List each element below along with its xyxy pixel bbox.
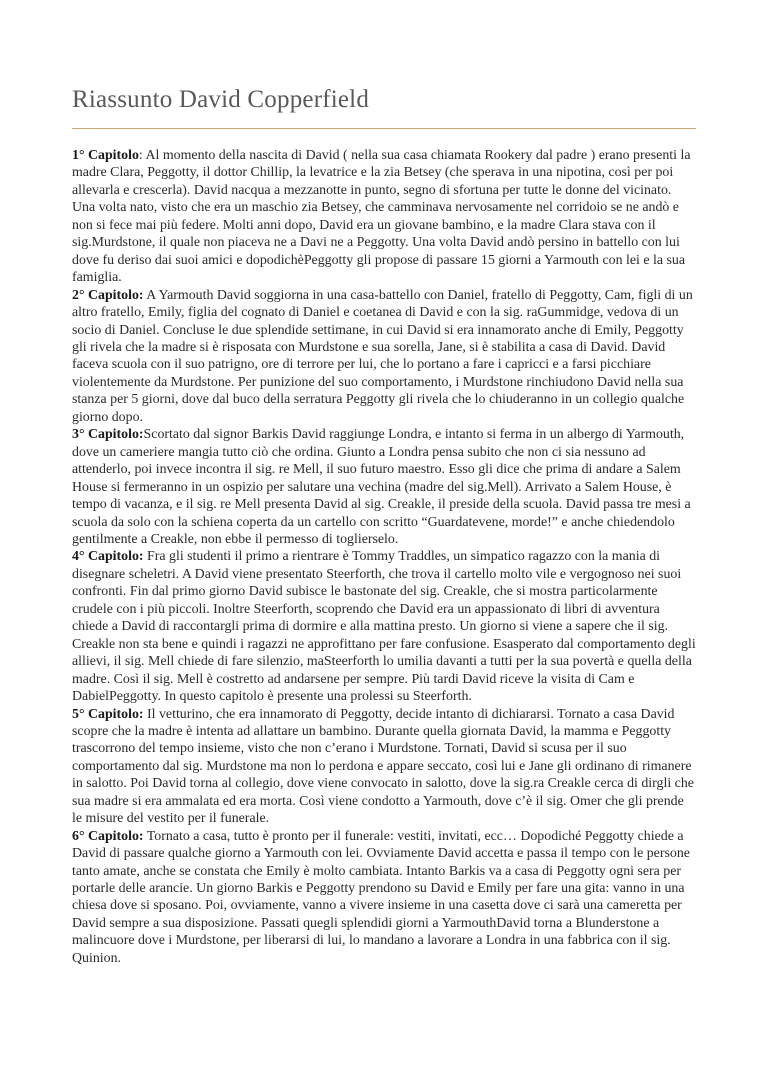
chapter-text: Il vetturino, che era innamorato di Peggotty, decide intanto di dichiararsi. Tornato a casa David scopre che la madre è intenta ad allattare un bambino. Durante quella giornata David, la mamma e Peggotty trascorrono del tempo insieme, visto che non c’erano i Murdstone. Tornati, David si scusa per il suo comportamento dal sig. Murdstone ma non lo perdona e appare seccato, così lui e Jane gli ordinano di rimanere in salotto. Poi David torna al collegio, dove viene convocato in salotto, dove la sig.ra Creakle cerca di dirgli che sua madre si era ammalata ed era morta. Così viene condotto a Yarmouth, dove c’è il sig. Omer che gli prende le misure del vestito per il funerale. <box>72 706 694 827</box>
chapter-text: Tornato a casa, tutto è pronto per il funerale: vestiti, invitati, ecc… Dopodiché Peggotty chiede a David di passare qualche giorno a Yarmouth con lei. Ovviamente David accetta e passa il tempo con le persone tanto amate, anche se constata che Emily è molto cambiata. Intanto Barkis va a casa di Peggotty ogni sera per portarle delle arancie. Un giorno Barkis e Peggotty prendono su David e Emily per fare una gita: vanno in una chiesa dove si sposano. Poi, ovviamente, vanno a vivere insieme in una casetta dove ci sarà una cameretta per David sempre a sua disposizione. Passati quegli splendidi giorni a YarmouthDavid torna a Blunderstone a malincuore dove i Murdstone, per liberarsi di lui, lo mandano a lavorare a Londra in una fabbrica con il sig. Quinion. <box>72 828 690 966</box>
chapter-text: A Yarmouth David soggiorna in una casa-battello con Daniel, fratello di Peggotty, Cam, figli di un altro fratello, Emily, figlia del cognato di Daniel e coetanea di David e con la sig. raGummidge, vedova di un socio di Daniel. Concluse le due splendide settimane, in cui David si era innamorato anche di Emily, Peggotty gli rivela che la madre si è risposata con Murdstone e sua sorella, Jane, si è stabilita a casa di David. David faceva scuola con il suo patrigno, ore di terrore per lui, che lo portano a fare i capricci e a farsi picchiare violentemente da Murdstone. Per punizione del suo comportamento, i Murdstone rinchiudono David nella sua stanza per 5 giorni, dove dal buco della serratura Peggotty gli rivela che lo chiuderanno in un collegio qualche giorno dopo. <box>72 287 693 425</box>
chapter-2 <box>72 287 696 427</box>
document-body <box>72 147 696 967</box>
title-divider <box>72 128 696 129</box>
chapter-text: : Al momento della nascita di David ( nella sua casa chiamata Rookery dal padre ) erano presenti la madre Clara, Peggotty, il dottor Chillip, la levatrice e la zia Betsey (che sperava in una nipotina, così per poi allevarla e crescerla). David nacqua a mezzanotte in punto, segno di sfortuna per tutte le donne del vicinato. Una volta nato, visto che era un maschio zia Betsey, che camminava nervosamente nel corridoio se ne andò e non si fece mai più federe. Molti anni dopo, David era un giovane bambino, e la madre Clara stava con il sig.Murdstone, il quale non piaceva ne a Davi ne a Peggotty. Una volta David andò persino in battello con lui dove fu deriso dai suoi amici e dopodichèPeggotty gli propose di passare 15 giorni a Yarmouth con lei e la sua famiglia. <box>72 148 691 286</box>
document-title: Riassunto David Copperfield <box>72 86 370 113</box>
chapter-4 <box>72 548 696 705</box>
chapter-6 <box>72 828 696 968</box>
chapter-3 <box>72 426 696 548</box>
chapter-heading: 1° Capitolo <box>72 148 139 163</box>
chapter-heading: 2° Capitolo: <box>72 287 144 303</box>
chapter-heading: 3° Capitolo: <box>72 427 144 443</box>
chapter-5 <box>72 706 696 828</box>
chapter-1 <box>72 147 696 287</box>
chapter-text: Fra gli studenti il primo a rientrare è Tommy Traddles, un simpatico ragazzo con la mania di disegnare scheletri. A David viene presentato Steerforth, che trova il cartello molto vile e vergognoso nei suoi confronti. Fin dal primo giorno David subisce le bastonate del sig. Creakle, che si mostra particolarmente crudele con i più piccoli. Inoltre Steerforth, scoprendo che David era un appassionato di libri di avventura chiede a David di raccontargli prima di dormire e alla mattina presto. Un giorno si viene a sapere che il sig. Creakle non sta bene e quindi i ragazzi ne approfittano per fare confusione. Esasperato dal comportamento degli allievi, il sig. Mell chiede di fare silenzio, maSteerforth lo umilia davanti a tutti per la sua povertà e quella della madre. Così il sig. Mell è costretto ad andarsene per sempre. Più tardi David riceve la visita di Cam e DabielPeggotty. In questo capitolo è presente una prolessi su Steerforth. <box>72 549 696 705</box>
chapter-heading: 4° Capitolo: <box>72 549 144 565</box>
chapter-text: Scortato dal signor Barkis David raggiunge Londra, e intanto si ferma in un albergo di Yarmouth, dove un cameriere mangia tutto ciò che ordina. Giunto a Londra pensa subito che non ci sia nessuno ad attenderlo, poi invece incontra il sig. re Mell, il suo futuro maestro. Esso gli dice che prima di andare a Salem House si fermeranno in un ospizio per salutare una vechina (madre del sig.Mell). Arrivato a Salem House, è tempo di vacanza, e il sig. re Mell presenta David al sig. Creakle, il preside della scuola. David passa tre mesi a scuola da solo con la schiena coperta da un cartello con scritto “Guardatevene, morde!” e anche chiedendolo gentilmente a Creakle, non ebbe il permesso di toglierselo. <box>72 427 691 547</box>
chapter-heading: 5° Capitolo: <box>72 706 144 722</box>
chapter-heading: 6° Capitolo: <box>72 828 144 844</box>
